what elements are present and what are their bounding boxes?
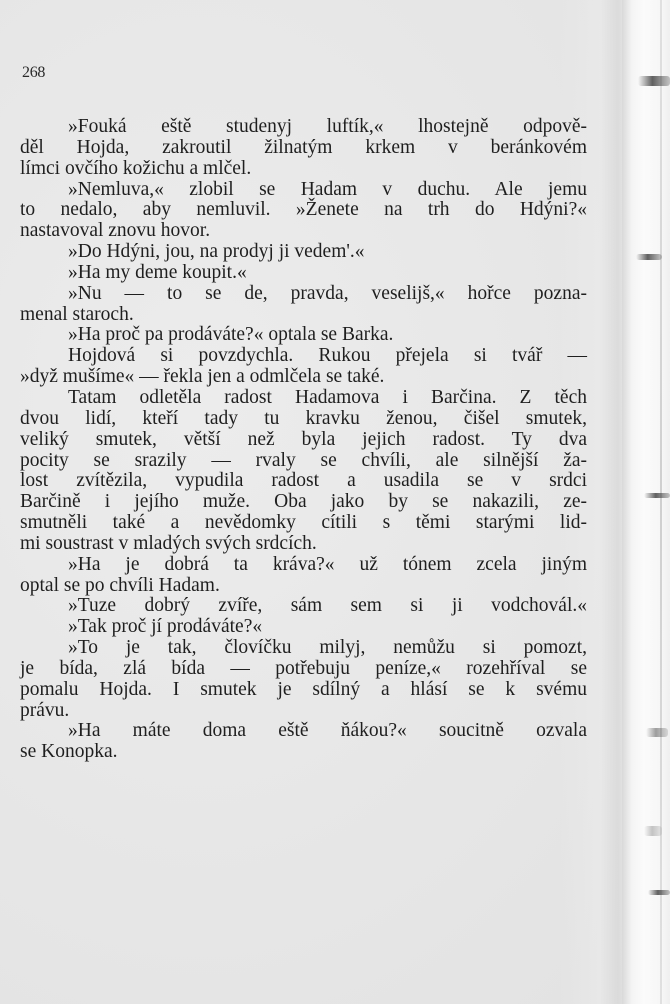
text-line: pocity se srazily — rvaly se chvíli, ale silnější ža- <box>20 449 587 471</box>
text-line: »Ha máte doma eště ňákou?« soucitně ozvala <box>68 720 587 742</box>
edge-mark-6 <box>648 890 670 895</box>
text-line: »Nu — to se de, pravda, veselijš,« hořce pozna- <box>68 282 587 304</box>
edge-mark-4 <box>646 728 668 737</box>
text-line: »Ha je dobrá ta kráva?« už tónem zcela jiným <box>68 553 587 575</box>
page-edge-line <box>660 0 662 1004</box>
text-line: veliký smutek, větší než byla jejich radost. Ty dva <box>20 428 587 450</box>
text-line: »Fouká eště studenyj luftík,« lhostejně odpově- <box>68 116 587 137</box>
text-line: Barčině i jejího muže. Oba jako by se nakazili, ze- <box>20 491 587 513</box>
text-line: to nedalo, aby nemluvil. »Ženete na trh do Hdýni?« <box>20 199 587 221</box>
text-line: nastavoval znovu hovor. <box>20 220 211 242</box>
text-line: pomalu Hojda. I smutek je sdílný a hlásí se k svému <box>20 678 587 700</box>
text-line: »To je tak, človíčku milyj, nemůžu si pomozt, <box>68 637 587 659</box>
text-line: mi soustrast v mladých svých srdcích. <box>20 532 317 554</box>
text-line: smutněli také a nevědomky cítili s těmi starými lid- <box>20 512 587 534</box>
page-edge <box>622 0 670 1004</box>
text-line: dvou lidí, kteří tady tu kravku ženou, čišel smutek, <box>20 407 587 429</box>
text-line: Hojdová si povzdychla. Rukou přejela si tvář — <box>68 345 587 367</box>
text-line: »Ha proč pa prodáváte?« optala se Barka. <box>68 324 394 346</box>
text-line: »Tak proč jí prodáváte?« <box>68 616 263 638</box>
text-line: »dyž mušíme« — řekla jen a odmlčela se také. <box>20 366 385 388</box>
edge-mark-5 <box>644 826 662 836</box>
text-line: lost zvítězila, vypudila radost a usadila se v srdci <box>20 470 587 492</box>
text-line: Tatam odletěla radost Hadamova i Barčina. Z těch <box>68 386 587 408</box>
text-line: děl Hojda, zakroutil žilnatým krkem v beránkovém <box>20 136 587 158</box>
text-line: »Tuze dobrý zvíře, sám sem si ji vodchovál.« <box>68 595 587 617</box>
text-line: límci ovčího kožichu a mlčel. <box>20 157 252 179</box>
text-line: se Konopka. <box>20 741 118 763</box>
text-line: »Ha my deme koupit.« <box>68 261 247 283</box>
edge-mark-1 <box>638 76 670 86</box>
text-line: »Do Hdýni, jou, na prodyj ji vedem'.« <box>68 241 365 263</box>
edge-mark-2 <box>636 254 662 260</box>
text-line: menal staroch. <box>20 303 134 325</box>
edge-mark-3 <box>644 493 670 498</box>
text-line: je bída, zlá bída — potřebuju peníze,« rozehříval se <box>20 657 587 679</box>
text-line: právu. <box>20 699 70 721</box>
text-line: »Nemluva,« zlobil se Hadam v duchu. Ale jemu <box>68 178 587 200</box>
page-number: 268 <box>22 64 46 81</box>
body-text <box>20 117 587 763</box>
text-line: optal se po chvíli Hadam. <box>20 574 220 596</box>
